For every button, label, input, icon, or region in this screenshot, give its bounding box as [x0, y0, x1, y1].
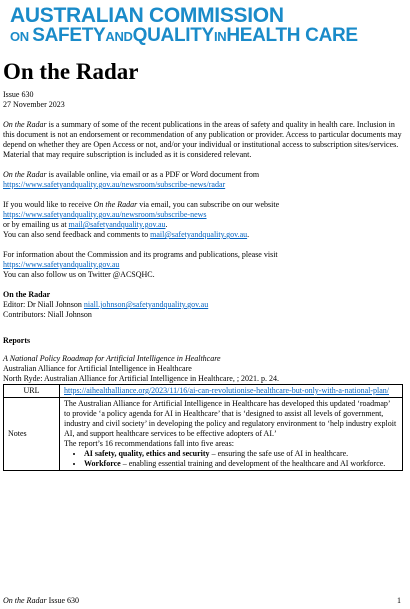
bullet-bold: Workforce: [84, 459, 121, 468]
list-item: [84, 459, 398, 469]
radar-link[interactable]: https://www.safetyandquality.gov.au/newsroom/subscribe-news/radar: [3, 180, 226, 189]
availability-paragraph: [3, 170, 403, 190]
report-url-link[interactable]: https://aihealthalliance.org/2023/11/16/ai-can-revolutionise-healthcare-but-only-with-a-national-plan/: [64, 386, 389, 395]
reports-heading: Reports: [3, 336, 31, 345]
editor-email-link[interactable]: niall.johnson@safetyandquality.gov.au: [83, 300, 209, 309]
subscribe-paragraph: [3, 200, 403, 240]
logo-word-health-care: HEALTH CARE: [226, 25, 358, 46]
notes-paragraph-1: The Australian Alliance for Artificial Intelligence in Healthcare has developed this updated ‘roadmap’ to provide ‘a policy agenda for AI in Healthcare’ that is ‘designed to assist all levels of government, industry and civil society’ in developing the policy and regulatory environment to ‘help industry exploit AI, and support healthcare services to be effective adopters of AI.’: [64, 399, 397, 438]
availability-text: is available online, via email or as a PDF or Word document from: [46, 170, 260, 179]
url-label: URL: [4, 385, 60, 398]
contributors-text: Contributors: Niall Johnson: [3, 310, 92, 319]
intro-paragraph: [3, 120, 403, 160]
commission-logo: [10, 5, 370, 46]
bullet-text: – enabling essential training and development of the healthcare and AI workforce.: [120, 459, 386, 468]
issue-date: 27 November 2023: [3, 100, 65, 109]
page-title: On the Radar: [3, 59, 139, 84]
period: .: [165, 220, 168, 229]
report-author: Australian Alliance for Artificial Intelligence in Healthcare: [3, 364, 192, 373]
table-row: [4, 385, 403, 398]
bullet-bold: AI safety, quality, ethics and security: [84, 449, 210, 458]
credits-block: [3, 290, 403, 320]
report-publisher: North Ryde: Australian Alliance for Artificial Intelligence in Healthcare, ; 2021. p. 24.: [3, 374, 280, 383]
notes-cell: [60, 398, 403, 471]
notes-paragraph-2: The report’s 16 recommendations fall into five areas:: [64, 439, 234, 448]
availability-em: On the Radar: [3, 170, 47, 179]
notes-label: Notes: [4, 398, 60, 471]
logo-word-and: AND: [105, 29, 133, 44]
report-citation: [3, 354, 403, 384]
subscribe-email-link[interactable]: mail@safetyandquality.gov.au: [68, 220, 166, 229]
logo-word-in: IN: [213, 29, 227, 44]
report-title: A National Policy Roadmap for Artificial Intelligence in Healthcare: [3, 354, 221, 363]
page-footer: [3, 596, 403, 606]
report-details-table: [3, 384, 403, 471]
intro-em: On the Radar: [3, 120, 47, 129]
issue-number: Issue 630: [3, 90, 34, 99]
logo-line-2: [10, 26, 370, 46]
subscribe-text-1: If you would like to receive: [3, 200, 94, 209]
intro-text: is a summary of some of the recent publications in the areas of safety and quality in health care. Inclusion in this document is not an endorsement or recommendation of any publication or provider. Access to particular documents may depend on whether they are Open Access or not, and/or your individual or institutional access to subscription sites/services. Material that may require subscription is included as it is considered relevant.: [3, 120, 402, 159]
bullet-text: – ensuring the safe use of AI in healthcare.: [209, 449, 349, 458]
feedback-text: You can also send feedback and comments to: [3, 230, 151, 239]
period: .: [247, 230, 250, 239]
page-number: 1: [397, 596, 401, 605]
credits-heading: On the Radar: [3, 290, 51, 299]
subscribe-em: On the Radar: [93, 200, 138, 209]
main-content: [3, 90, 403, 471]
feedback-email-link[interactable]: mail@safetyandquality.gov.au: [150, 230, 248, 239]
subscribe-text-2: via email, you can subscribe on our website: [137, 200, 280, 209]
logo-line-1: AUSTRALIAN COMMISSION: [10, 4, 284, 27]
logo-word-on: ON: [10, 29, 33, 44]
commission-website-link[interactable]: https://www.safetyandquality.gov.au: [3, 260, 120, 269]
logo-word-quality: QUALITY: [132, 25, 214, 46]
footer-issue: Issue 630: [46, 596, 80, 605]
logo-word-safety: SAFETY: [32, 25, 106, 46]
subscribe-link[interactable]: https://www.safetyandquality.gov.au/newsroom/subscribe-news: [3, 210, 207, 219]
or-email-text: or by emailing us at: [3, 220, 69, 229]
url-cell: [60, 385, 403, 398]
footer-em: On the Radar: [3, 596, 47, 605]
info-text: For information about the Commission and its programs and publications, please visit: [3, 250, 278, 259]
notes-bullet-list: [64, 449, 398, 469]
list-item: [84, 449, 398, 459]
table-row: [4, 398, 403, 471]
twitter-text: You can also follow us on Twitter @ACSQHC.: [3, 270, 155, 279]
info-paragraph: [3, 250, 403, 280]
editor-label: Editor: Dr Niall Johnson: [3, 300, 84, 309]
